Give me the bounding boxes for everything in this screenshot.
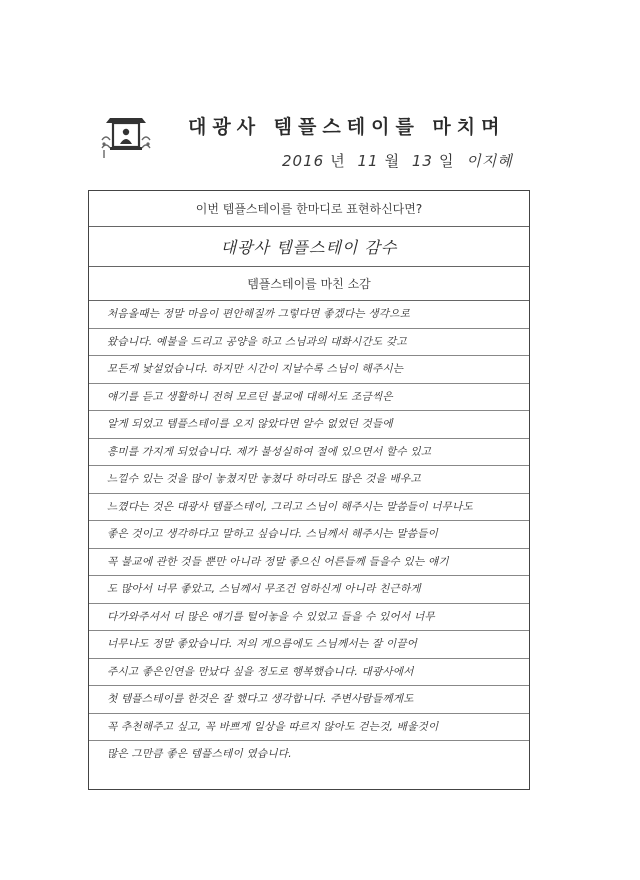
handwritten-line: 꼭 추천해주고 싶고, 꼭 바쁘게 일상을 따르지 않아도 걷는것, 배울것이: [89, 714, 529, 742]
reflection-form: [88, 190, 530, 790]
date-day-unit: 일: [438, 152, 455, 170]
date-month: 11: [357, 152, 379, 170]
handwritten-line: 알게 되었고 템플스테이를 오지 않았다면 알수 없었던 것들에: [89, 411, 529, 439]
handwritten-line: 좋은 것이고 생각하다고 말하고 싶습니다. 스님께서 해주시는 말씀들이: [89, 521, 529, 549]
author-name: 이지혜: [466, 152, 513, 170]
handwritten-line: 많은 그만큼 좋은 템플스테이 였습니다.: [107, 748, 292, 760]
date-month-unit: 월: [384, 152, 401, 170]
handwritten-line: 첫 템플스테이를 한것은 잘 했다고 생각합니다. 주변사람들께게도: [89, 686, 529, 714]
date-day: 13: [411, 152, 433, 170]
handwritten-line: 꼭 불교에 관한 것들 뿐만 아니라 정말 좋으신 어른들께 들을수 있는 얘기: [89, 549, 529, 577]
handwritten-line: 느낄수 있는 것을 많이 놓쳤지만 놓쳤다 하더라도 많은 것을 배우고: [89, 466, 529, 494]
temple-seal-icon: [96, 104, 156, 164]
handwritten-line: 모든게 낯설었습니다. 하지만 시간이 지날수록 스님이 해주시는: [89, 356, 529, 384]
handwritten-line: 왔습니다. 예불을 드리고 공양을 하고 스님과의 대화시간도 갖고: [89, 329, 529, 357]
date-line: [282, 150, 519, 171]
handwritten-line: 느꼈다는 것은 대광사 템플스테이, 그리고 스님이 해주시는 말씀들이 너무나도: [89, 494, 529, 522]
handwritten-line: 다가와주셔서 더 많은 얘기를 털어놓을 수 있었고 들을 수 있어서 너무: [89, 604, 529, 632]
handwritten-line: 흥미를 가지게 되었습니다. 제가 불성실하여 절에 있으면서 할수 있고: [89, 439, 529, 467]
question-impressions: 템플스테이를 마친 소감: [89, 267, 529, 301]
date-year: 2016: [282, 152, 325, 170]
handwritten-line: 도 많아서 너무 좋았고, 스님께서 무조건 엄하신게 아니라 친근하게: [89, 576, 529, 604]
date-year-unit: 년: [330, 152, 346, 170]
page-title: 대광사 템플스테이를 마치며: [188, 116, 506, 138]
answer-one-word: 대광사 템플스테이 감수: [89, 227, 529, 267]
impressions-lines: [89, 301, 529, 769]
handwritten-line: 너무나도 정말 좋았습니다. 저의 게으름에도 스님께서는 잘 이끌어: [89, 631, 529, 659]
handwritten-line: 처음올때는 정말 마음이 편안해질까 그렇다면 좋겠다는 생각으로: [89, 301, 529, 329]
handwritten-line: 얘기를 듣고 생활하니 전혀 모르던 불교에 대해서도 조금씩은: [89, 384, 529, 412]
handwritten-line: 주시고 좋은인연을 만났다 싶을 정도로 행복했습니다. 대광사에서: [89, 659, 529, 687]
question-one-word: 이번 템플스테이를 한마디로 표현하신다면?: [89, 191, 529, 227]
